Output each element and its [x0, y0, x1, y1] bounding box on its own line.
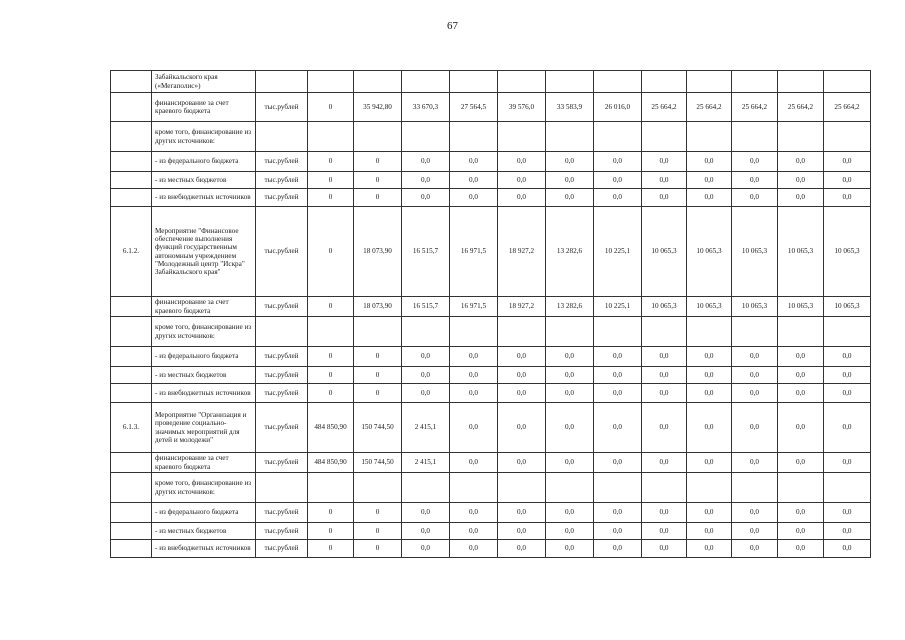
page-number: 67	[447, 20, 458, 32]
description-cell: - из местных бюджетов	[152, 367, 256, 384]
unit-cell	[256, 71, 308, 93]
value-cell: 0	[308, 367, 354, 384]
value-cell: 0,0	[498, 347, 546, 367]
item-code-cell: 6.1.3.	[111, 403, 152, 453]
value-cell: 0,0	[450, 384, 498, 403]
value-cell: 0,0	[732, 347, 778, 367]
value-cell: 0,0	[732, 453, 778, 473]
value-cell: 13 282,6	[546, 207, 594, 297]
value-cell: 0	[308, 189, 354, 207]
value-cell: 0,0	[778, 152, 824, 172]
value-cell: 0,0	[450, 523, 498, 540]
value-cell: 0	[308, 523, 354, 540]
value-cell: 0,0	[824, 384, 871, 403]
unit-cell: тыс.рублей	[256, 347, 308, 367]
value-cell: 0,0	[450, 347, 498, 367]
value-cell: 0,0	[824, 403, 871, 453]
value-cell: 0	[308, 384, 354, 403]
value-cell: 0	[354, 152, 402, 172]
value-cell: 0,0	[687, 403, 732, 453]
value-cell: 0,0	[546, 540, 594, 558]
value-cell: 33 583,9	[546, 93, 594, 122]
value-cell: 0,0	[594, 453, 642, 473]
value-cell: 0,0	[450, 189, 498, 207]
value-cell: 0,0	[642, 367, 687, 384]
value-cell: 10 065,3	[687, 207, 732, 297]
value-cell: 0,0	[824, 189, 871, 207]
value-cell: 0	[308, 503, 354, 523]
table-row	[111, 93, 871, 122]
value-cell: 0,0	[732, 172, 778, 189]
value-cell	[594, 317, 642, 347]
value-cell: 0,0	[642, 347, 687, 367]
value-cell: 0,0	[687, 172, 732, 189]
value-cell: 0,0	[824, 367, 871, 384]
unit-cell: тыс.рублей	[256, 152, 308, 172]
description-cell: - из местных бюджетов	[152, 523, 256, 540]
value-cell: 0,0	[594, 367, 642, 384]
value-cell: 0,0	[687, 367, 732, 384]
table-row	[111, 523, 871, 540]
value-cell	[546, 317, 594, 347]
unit-cell: тыс.рублей	[256, 523, 308, 540]
value-cell: 0,0	[732, 403, 778, 453]
value-cell: 13 282,6	[546, 297, 594, 317]
value-cell	[824, 71, 871, 93]
table-row	[111, 367, 871, 384]
value-cell: 18 927,2	[498, 207, 546, 297]
table-row	[111, 207, 871, 297]
value-cell: 0,0	[402, 540, 450, 558]
item-code-cell	[111, 189, 152, 207]
table-row	[111, 317, 871, 347]
value-cell: 0,0	[594, 503, 642, 523]
description-cell: - из федерального бюджета	[152, 503, 256, 523]
value-cell: 0,0	[642, 384, 687, 403]
table-row	[111, 347, 871, 367]
value-cell: 0,0	[824, 152, 871, 172]
value-cell: 0,0	[642, 523, 687, 540]
value-cell: 0,0	[778, 453, 824, 473]
value-cell: 39 576,0	[498, 93, 546, 122]
value-cell: 0,0	[546, 152, 594, 172]
value-cell	[546, 473, 594, 503]
item-code-cell	[111, 473, 152, 503]
description-cell: - из внебюджетных источников	[152, 540, 256, 558]
value-cell: 0,0	[642, 152, 687, 172]
value-cell	[498, 317, 546, 347]
table-row	[111, 453, 871, 473]
unit-cell: тыс.рублей	[256, 503, 308, 523]
table-row	[111, 540, 871, 558]
value-cell: 0,0	[732, 152, 778, 172]
description-cell: - из внебюджетных источников	[152, 189, 256, 207]
value-cell: 0	[308, 207, 354, 297]
unit-cell: тыс.рублей	[256, 93, 308, 122]
value-cell: 0,0	[642, 503, 687, 523]
value-cell	[732, 71, 778, 93]
unit-cell: тыс.рублей	[256, 189, 308, 207]
value-cell	[594, 473, 642, 503]
value-cell: 0	[354, 523, 402, 540]
value-cell: 35 942,80	[354, 93, 402, 122]
value-cell: 0,0	[594, 540, 642, 558]
value-cell: 0,0	[687, 347, 732, 367]
unit-cell: тыс.рублей	[256, 384, 308, 403]
value-cell: 0,0	[498, 367, 546, 384]
value-cell	[498, 122, 546, 152]
value-cell: 16 515,7	[402, 207, 450, 297]
item-code-cell	[111, 523, 152, 540]
value-cell	[732, 122, 778, 152]
table-row	[111, 473, 871, 503]
value-cell: 26 016,0	[594, 93, 642, 122]
item-code-cell	[111, 297, 152, 317]
value-cell: 0	[354, 503, 402, 523]
value-cell: 0,0	[402, 503, 450, 523]
budget-table-body	[111, 71, 871, 558]
value-cell: 0,0	[594, 172, 642, 189]
value-cell: 0,0	[732, 503, 778, 523]
value-cell: 10 065,3	[642, 207, 687, 297]
value-cell: 0,0	[732, 189, 778, 207]
value-cell: 0,0	[594, 347, 642, 367]
value-cell: 0	[308, 540, 354, 558]
unit-cell: тыс.рублей	[256, 453, 308, 473]
value-cell: 0,0	[546, 503, 594, 523]
description-cell: кроме того, финансирование из других источников:	[152, 473, 256, 503]
value-cell: 0,0	[450, 453, 498, 473]
value-cell: 0,0	[824, 540, 871, 558]
description-cell: финансирование за счет краевого бюджета	[152, 297, 256, 317]
item-code-cell	[111, 93, 152, 122]
value-cell	[354, 71, 402, 93]
item-code-cell	[111, 540, 152, 558]
unit-cell	[256, 317, 308, 347]
value-cell: 0,0	[778, 523, 824, 540]
item-code-cell	[111, 384, 152, 403]
table-row	[111, 172, 871, 189]
value-cell: 0	[354, 172, 402, 189]
value-cell: 0	[354, 189, 402, 207]
value-cell: 25 664,2	[687, 93, 732, 122]
value-cell: 16 971,5	[450, 297, 498, 317]
value-cell: 0,0	[824, 453, 871, 473]
value-cell: 0,0	[687, 453, 732, 473]
item-code-cell	[111, 152, 152, 172]
value-cell: 0,0	[687, 152, 732, 172]
value-cell	[308, 473, 354, 503]
table-row	[111, 189, 871, 207]
value-cell: 0	[308, 152, 354, 172]
value-cell: 484 850,90	[308, 403, 354, 453]
value-cell	[778, 71, 824, 93]
table-row	[111, 297, 871, 317]
value-cell: 0,0	[450, 152, 498, 172]
value-cell: 0,0	[402, 523, 450, 540]
table-row	[111, 503, 871, 523]
description-cell: Мероприятие "Финансовое обеспечение выполнения функций государственным автономным учреждением "Молодежный центр "Искра" Забайкальского края"	[152, 207, 256, 297]
unit-cell: тыс.рублей	[256, 297, 308, 317]
value-cell: 10 065,3	[732, 207, 778, 297]
value-cell: 0,0	[402, 152, 450, 172]
value-cell: 10 065,3	[824, 207, 871, 297]
value-cell: 10 065,3	[824, 297, 871, 317]
table-row	[111, 71, 871, 93]
value-cell: 0,0	[402, 189, 450, 207]
item-code-cell	[111, 71, 152, 93]
value-cell: 0	[354, 540, 402, 558]
value-cell: 2 415,1	[402, 453, 450, 473]
value-cell: 0,0	[498, 384, 546, 403]
value-cell	[824, 317, 871, 347]
value-cell	[450, 122, 498, 152]
value-cell	[308, 122, 354, 152]
value-cell: 0,0	[546, 367, 594, 384]
value-cell: 0,0	[824, 172, 871, 189]
value-cell: 0,0	[498, 403, 546, 453]
item-code-cell	[111, 453, 152, 473]
table-row	[111, 152, 871, 172]
value-cell: 0,0	[546, 384, 594, 403]
value-cell: 0,0	[402, 172, 450, 189]
item-code-cell	[111, 317, 152, 347]
value-cell	[402, 71, 450, 93]
value-cell: 16 515,7	[402, 297, 450, 317]
value-cell	[546, 71, 594, 93]
value-cell: 0,0	[687, 189, 732, 207]
item-code-cell	[111, 367, 152, 384]
value-cell: 0,0	[594, 384, 642, 403]
value-cell: 0,0	[642, 540, 687, 558]
description-cell: финансирование за счет краевого бюджета	[152, 453, 256, 473]
value-cell: 0,0	[594, 189, 642, 207]
value-cell	[594, 71, 642, 93]
value-cell: 0,0	[778, 540, 824, 558]
value-cell: 0,0	[687, 540, 732, 558]
value-cell: 0,0	[687, 384, 732, 403]
unit-cell	[256, 473, 308, 503]
description-cell: кроме того, финансирование из других источников:	[152, 122, 256, 152]
value-cell: 0,0	[732, 523, 778, 540]
value-cell: 0,0	[642, 172, 687, 189]
item-code-cell: 6.1.2.	[111, 207, 152, 297]
value-cell	[824, 473, 871, 503]
value-cell: 25 664,2	[642, 93, 687, 122]
value-cell: 10 065,3	[732, 297, 778, 317]
value-cell: 0,0	[498, 172, 546, 189]
value-cell: 18 927,2	[498, 297, 546, 317]
description-cell: - из местных бюджетов	[152, 172, 256, 189]
value-cell	[778, 473, 824, 503]
value-cell	[778, 122, 824, 152]
value-cell: 0,0	[450, 367, 498, 384]
unit-cell: тыс.рублей	[256, 207, 308, 297]
unit-cell: тыс.рублей	[256, 403, 308, 453]
value-cell: 0,0	[498, 189, 546, 207]
value-cell	[687, 71, 732, 93]
value-cell	[642, 317, 687, 347]
value-cell: 33 670,3	[402, 93, 450, 122]
value-cell: 18 073,90	[354, 207, 402, 297]
value-cell: 25 664,2	[824, 93, 871, 122]
value-cell: 150 744,50	[354, 453, 402, 473]
value-cell: 10 065,3	[687, 297, 732, 317]
value-cell	[732, 473, 778, 503]
value-cell	[402, 473, 450, 503]
value-cell	[732, 317, 778, 347]
value-cell: 10 065,3	[778, 297, 824, 317]
value-cell	[642, 71, 687, 93]
item-code-cell	[111, 122, 152, 152]
value-cell: 0,0	[402, 347, 450, 367]
value-cell: 0,0	[824, 523, 871, 540]
value-cell	[642, 122, 687, 152]
value-cell: 150 744,50	[354, 403, 402, 453]
description-cell: кроме того, финансирование из других источников:	[152, 317, 256, 347]
item-code-cell	[111, 172, 152, 189]
value-cell: 0,0	[778, 403, 824, 453]
description-cell: - из федерального бюджета	[152, 152, 256, 172]
value-cell	[354, 122, 402, 152]
value-cell: 10 065,3	[778, 207, 824, 297]
value-cell: 0,0	[498, 503, 546, 523]
value-cell: 0,0	[498, 152, 546, 172]
value-cell: 0	[308, 347, 354, 367]
value-cell: 18 073,90	[354, 297, 402, 317]
value-cell	[354, 473, 402, 503]
value-cell: 0,0	[546, 403, 594, 453]
value-cell	[594, 122, 642, 152]
description-cell: Забайкальского края («Мегаполис»)	[152, 71, 256, 93]
value-cell: 0,0	[778, 172, 824, 189]
value-cell: 0	[308, 172, 354, 189]
value-cell: 0,0	[546, 172, 594, 189]
value-cell: 2 415,1	[402, 403, 450, 453]
value-cell: 10 225,1	[594, 207, 642, 297]
value-cell: 0,0	[450, 172, 498, 189]
value-cell: 0,0	[824, 503, 871, 523]
value-cell: 0	[354, 384, 402, 403]
value-cell: 0,0	[778, 189, 824, 207]
value-cell: 0,0	[732, 384, 778, 403]
value-cell: 0,0	[498, 453, 546, 473]
value-cell: 0,0	[778, 384, 824, 403]
description-cell: - из внебюджетных источников	[152, 384, 256, 403]
value-cell	[498, 473, 546, 503]
value-cell	[450, 71, 498, 93]
value-cell	[308, 317, 354, 347]
value-cell: 0,0	[642, 453, 687, 473]
value-cell	[308, 71, 354, 93]
value-cell: 0,0	[642, 403, 687, 453]
value-cell: 0	[308, 93, 354, 122]
value-cell: 0,0	[778, 367, 824, 384]
value-cell: 0,0	[402, 384, 450, 403]
unit-cell: тыс.рублей	[256, 540, 308, 558]
value-cell: 0,0	[402, 367, 450, 384]
value-cell: 0,0	[546, 523, 594, 540]
unit-cell: тыс.рублей	[256, 172, 308, 189]
value-cell: 0,0	[594, 523, 642, 540]
value-cell	[546, 122, 594, 152]
value-cell: 25 664,2	[732, 93, 778, 122]
value-cell: 16 971,5	[450, 207, 498, 297]
value-cell: 0,0	[778, 503, 824, 523]
value-cell: 0	[308, 297, 354, 317]
value-cell: 0,0	[498, 523, 546, 540]
value-cell: 0,0	[450, 403, 498, 453]
description-cell: Мероприятие "Организация и проведение социально-значимых мероприятий для детей и молодежи"	[152, 403, 256, 453]
table-row	[111, 122, 871, 152]
value-cell: 0,0	[824, 347, 871, 367]
value-cell	[778, 317, 824, 347]
table-row	[111, 403, 871, 453]
value-cell: 0,0	[450, 503, 498, 523]
value-cell: 0,0	[594, 403, 642, 453]
value-cell: 25 664,2	[778, 93, 824, 122]
value-cell: 0	[354, 347, 402, 367]
table-row	[111, 384, 871, 403]
value-cell	[450, 317, 498, 347]
unit-cell	[256, 122, 308, 152]
value-cell: 10 065,3	[642, 297, 687, 317]
value-cell: 0,0	[687, 503, 732, 523]
item-code-cell	[111, 347, 152, 367]
value-cell: 27 564,5	[450, 93, 498, 122]
value-cell: 0,0	[498, 540, 546, 558]
value-cell	[402, 317, 450, 347]
value-cell: 0,0	[546, 347, 594, 367]
value-cell: 484 850,90	[308, 453, 354, 473]
value-cell	[824, 122, 871, 152]
value-cell	[402, 122, 450, 152]
description-cell: - из федерального бюджета	[152, 347, 256, 367]
value-cell: 0,0	[594, 152, 642, 172]
value-cell: 0,0	[642, 189, 687, 207]
value-cell: 0,0	[546, 189, 594, 207]
value-cell	[687, 122, 732, 152]
budget-table	[110, 70, 871, 558]
value-cell: 0	[354, 367, 402, 384]
value-cell: 0,0	[450, 540, 498, 558]
value-cell: 0,0	[778, 347, 824, 367]
unit-cell: тыс.рублей	[256, 367, 308, 384]
value-cell: 0,0	[687, 523, 732, 540]
value-cell: 0,0	[732, 540, 778, 558]
value-cell	[687, 473, 732, 503]
value-cell	[498, 71, 546, 93]
value-cell	[450, 473, 498, 503]
value-cell: 10 225,1	[594, 297, 642, 317]
value-cell: 0,0	[546, 453, 594, 473]
value-cell	[354, 317, 402, 347]
item-code-cell	[111, 503, 152, 523]
value-cell	[642, 473, 687, 503]
description-cell: финансирование за счет краевого бюджета	[152, 93, 256, 122]
value-cell	[687, 317, 732, 347]
value-cell: 0,0	[732, 367, 778, 384]
